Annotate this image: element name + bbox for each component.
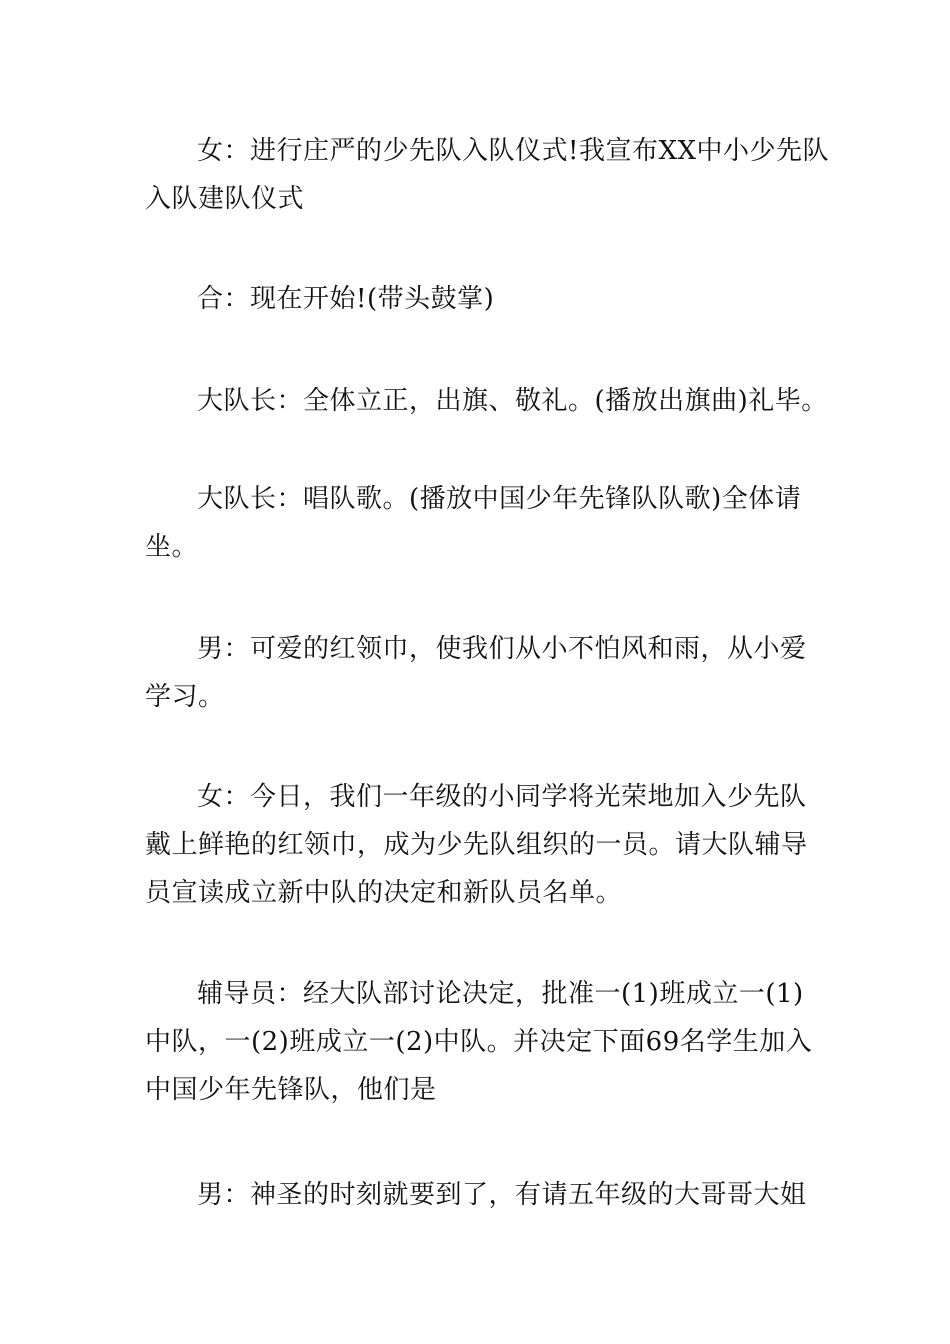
paragraph-male-red-scarf	[145, 625, 810, 721]
text-line: 女：进行庄严的少先队入队仪式!我宣布XX中小少先队	[197, 136, 829, 166]
paragraph-captain-flag	[145, 377, 828, 425]
text-line: 戴上鲜艳的红领巾，成为少先队组织的一员。请大队辅导	[145, 830, 808, 860]
text-line: 合：现在开始!(带头鼓掌)	[197, 284, 495, 314]
text-line: 中队，一(2)班成立一(2)中队。并决定下面69名学生加入	[145, 1027, 813, 1057]
text-line: 女：今日，我们一年级的小同学将光荣地加入少先队	[197, 782, 807, 812]
text-line: 辅导员：经大队部讨论决定，批准一(1)班成立一(1)	[197, 979, 804, 1009]
paragraph-captain-anthem	[145, 475, 810, 571]
paragraph-together-start	[145, 275, 810, 323]
paragraph-counselor-decision	[145, 970, 813, 1114]
text-line: 学习。	[145, 682, 225, 712]
text-line: 坐。	[145, 532, 199, 562]
paragraph-female-announcement	[145, 127, 829, 223]
text-line: 男：可爱的红领巾，使我们从小不怕风和雨，从小爱	[197, 634, 807, 664]
text-line: 大队长：唱队歌。(播放中国少年先锋队队歌)全体请	[197, 484, 802, 514]
text-line: 员宣读成立新中队的决定和新队员名单。	[145, 878, 623, 908]
text-line: 男：神圣的时刻就要到了，有请五年级的大哥哥大姐	[197, 1180, 807, 1210]
text-line: 入队建队仪式	[145, 184, 305, 214]
text-line: 大队长：全体立正，出旗、敬礼。(播放出旗曲)礼毕。	[197, 386, 828, 416]
paragraph-male-sacred-moment	[145, 1171, 810, 1219]
paragraph-female-today	[145, 773, 810, 917]
text-line: 中国少年先锋队，他们是	[145, 1075, 437, 1105]
